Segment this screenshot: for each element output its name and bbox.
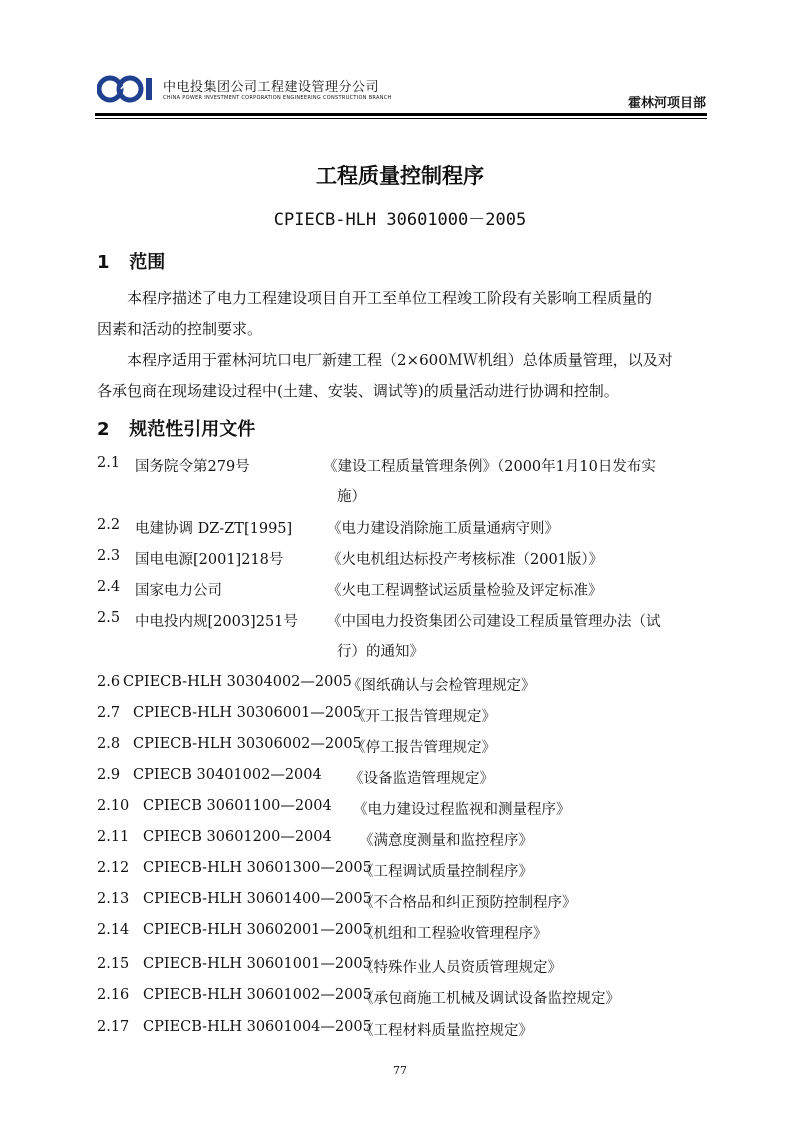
reference-title: 《停工报告管理规定》 xyxy=(351,740,496,756)
reference-number: 2.8 xyxy=(97,736,121,752)
company-name: 中电投集团公司工程建设管理分公司 xyxy=(163,80,380,95)
reference-source: CPIECB-HLH 30602001—2005 xyxy=(143,922,372,938)
section-number: 2 xyxy=(97,419,110,440)
reference-source: CPIECB 30601200—2004 xyxy=(143,829,332,845)
reference-number: 2.3 xyxy=(97,548,121,564)
reference-title: 《建设工程质量管理条例》（2000年1月10日发布实 xyxy=(323,459,656,475)
reference-number: 2.17 xyxy=(97,1019,130,1035)
company-logo xyxy=(97,74,159,104)
reference-source: CPIECB-HLH 30304002—2005 xyxy=(123,674,352,690)
reference-number: 2.9 xyxy=(97,767,121,783)
reference-source: 国家电力公司 xyxy=(135,583,222,599)
reference-number: 2.16 xyxy=(97,987,130,1003)
reference-title: 《电力建设过程监视和测量程序》 xyxy=(353,802,571,818)
section-2-heading xyxy=(97,415,255,441)
document-number: CPIECB-HLH 30601000－2005 xyxy=(273,210,527,230)
section-title: 范围 xyxy=(129,252,166,273)
scope-paragraph-1-line-1: 本程序描述了电力工程建设项目自开工至单位工程竣工阶段有关影响工程质量的 xyxy=(127,289,653,307)
scope-paragraph-2-line-2: 各承包商在现场建设过程中(土建、安装、调试等)的质量活动进行协调和控制。 xyxy=(97,382,619,400)
project-department: 霍林河项目部 xyxy=(627,96,706,111)
reference-source: CPIECB-HLH 30601400—2005 xyxy=(143,891,372,907)
reference-source: 国电电源[2001]218号 xyxy=(135,552,284,568)
company-name-english: CHINA POWER INVESTMENT CORPORATION ENGINEERING CONSTRUCTION BRANCH xyxy=(163,95,392,101)
reference-title: 《电力建设消除施工质量通病守则》 xyxy=(327,521,559,537)
section-number: 1 xyxy=(97,252,110,273)
reference-source: CPIECB-HLH 30601004—2005 xyxy=(143,1019,372,1035)
reference-number: 2.12 xyxy=(97,860,130,876)
scope-paragraph-1-line-2: 因素和活动的控制要求。 xyxy=(97,320,263,338)
reference-number: 2.14 xyxy=(97,922,130,938)
reference-title: 《工程调试质量控制程序》 xyxy=(359,864,533,880)
reference-title: 《火电机组达标投产考核标准（2001版）》 xyxy=(327,552,604,568)
header-rule-thin xyxy=(95,118,707,119)
document-title: 工程质量控制程序 xyxy=(316,164,484,188)
reference-title: 《不合格品和纠正预防控制程序》 xyxy=(359,895,577,911)
reference-number: 2.13 xyxy=(97,891,130,907)
reference-source: CPIECB 30401002—2004 xyxy=(133,767,322,783)
reference-title: 《机组和工程验收管理程序》 xyxy=(359,926,548,942)
scope-paragraph-2-line-1: 本程序适用于霍林河坑口电厂新建工程（2×600ＭＷ机组）总体质量管理，以及对 xyxy=(127,351,673,369)
reference-number: 2.1 xyxy=(97,455,121,471)
reference-number: 2.4 xyxy=(97,579,121,595)
reference-number: 2.6 xyxy=(97,674,121,690)
reference-title: 《开工报告管理规定》 xyxy=(351,709,496,725)
reference-title: 《承包商施工机械及调试设备监控规定》 xyxy=(359,991,620,1007)
page-number: 77 xyxy=(393,1064,407,1077)
reference-title: 《图纸确认与会检管理规定》 xyxy=(347,678,536,694)
header-rule-thick xyxy=(95,113,707,116)
reference-title: 《特殊作业人员资质管理规定》 xyxy=(359,960,562,976)
reference-number: 2.15 xyxy=(97,956,130,972)
reference-source: 国务院令第279号 xyxy=(135,459,250,475)
section-title: 规范性引用文件 xyxy=(129,419,256,440)
reference-title: 《设备监造管理规定》 xyxy=(349,771,494,787)
reference-continuation: 施） xyxy=(337,489,366,505)
reference-source: CPIECB-HLH 30306001—2005 xyxy=(133,705,362,721)
section-1-heading xyxy=(97,248,165,274)
reference-number: 2.11 xyxy=(97,829,130,845)
reference-source: CPIECB-HLH 30601001—2005 xyxy=(143,956,372,972)
reference-number: 2.7 xyxy=(97,705,121,721)
reference-title: 《火电工程调整试运质量检验及评定标准》 xyxy=(327,583,603,599)
reference-title: 《工程材料质量监控规定》 xyxy=(359,1023,533,1039)
reference-continuation: 行）的通知》 xyxy=(337,644,424,660)
reference-title: 《中国电力投资集团公司建设工程质量管理办法（试 xyxy=(327,614,661,630)
reference-number: 2.2 xyxy=(97,517,121,533)
reference-source: CPIECB-HLH 30601300—2005 xyxy=(143,860,372,876)
reference-source: 中电投内规[2003]251号 xyxy=(135,614,298,630)
reference-source: CPIECB-HLH 30601002—2005 xyxy=(143,987,372,1003)
reference-source: CPIECB 30601100—2004 xyxy=(143,798,332,814)
reference-source: CPIECB-HLH 30306002—2005 xyxy=(133,736,362,752)
reference-title: 《满意度测量和监控程序》 xyxy=(359,833,533,849)
reference-number: 2.5 xyxy=(97,610,121,626)
reference-source: 电建协调 DZ-ZT[1995] xyxy=(135,521,293,537)
reference-number: 2.10 xyxy=(97,798,130,814)
